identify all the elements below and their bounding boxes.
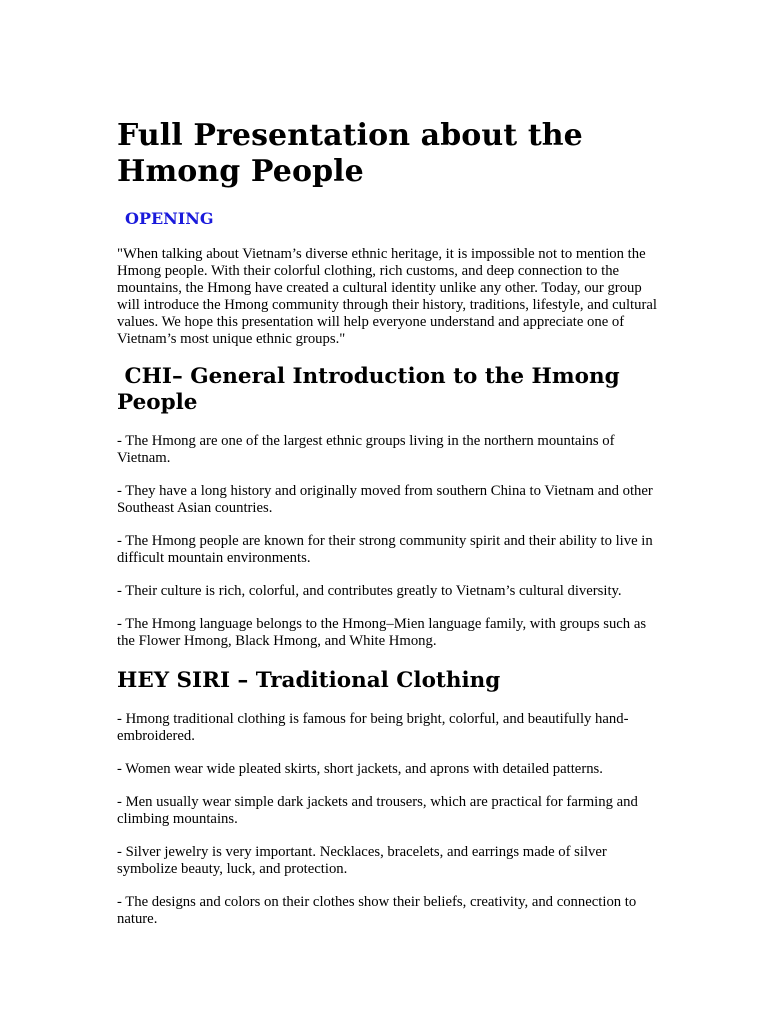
list-item: - The Hmong language belongs to the Hmong–Mien language family, with groups such as the Flower Hmong, Black Hmong, and White Hmong.: [117, 616, 647, 649]
list-item: - Silver jewelry is very important. Necklaces, bracelets, and earrings made of silver symbolize beauty, luck, and protection.: [117, 844, 607, 877]
list-item: - The designs and colors on their clothes show their beliefs, creativity, and connection to nature.: [117, 894, 637, 927]
chi-bullet-list: [117, 433, 657, 650]
list-item: - Their culture is rich, colorful, and contributes greatly to Vietnam’s cultural diversity.: [117, 583, 622, 599]
list-item: - Women wear wide pleated skirts, short jackets, and aprons with detailed patterns.: [117, 761, 603, 777]
hey-siri-section-heading: HEY SIRI – Traditional Clothing: [117, 668, 501, 693]
opening-paragraph: "When talking about Vietnam’s diverse ethnic heritage, it is impossible not to mention the Hmong people. With their colorful clothing, rich customs, and deep connection to the mountains, the Hmong have created a cultural identity unlike any other. Today, our group will introduce the Hmong community through their history, traditions, lifestyle, and cultural values. We hope this presentation will help everyone understand and appreciate one of Vietnam’s most unique ethnic groups.": [117, 246, 657, 347]
page-title: Full Presentation about the Hmong People: [117, 118, 583, 189]
list-item: - They have a long history and originally moved from southern China to Vietnam and other Southeast Asian countries.: [117, 483, 653, 516]
chi-section-heading: CHI– General Introduction to the Hmong People: [117, 364, 628, 415]
list-item: - The Hmong are one of the largest ethnic groups living in the northern mountains of Vietnam.: [117, 433, 615, 466]
list-item: - Men usually wear simple dark jackets and trousers, which are practical for farming and climbing mountains.: [117, 794, 638, 827]
document-page: [117, 118, 657, 928]
hey-siri-bullet-list: [117, 711, 657, 928]
list-item: - Hmong traditional clothing is famous for being bright, colorful, and beautifully hand-embroidered.: [117, 711, 629, 744]
list-item: - The Hmong people are known for their strong community spirit and their ability to live in difficult mountain environments.: [117, 533, 653, 566]
opening-heading: OPENING: [125, 209, 214, 228]
